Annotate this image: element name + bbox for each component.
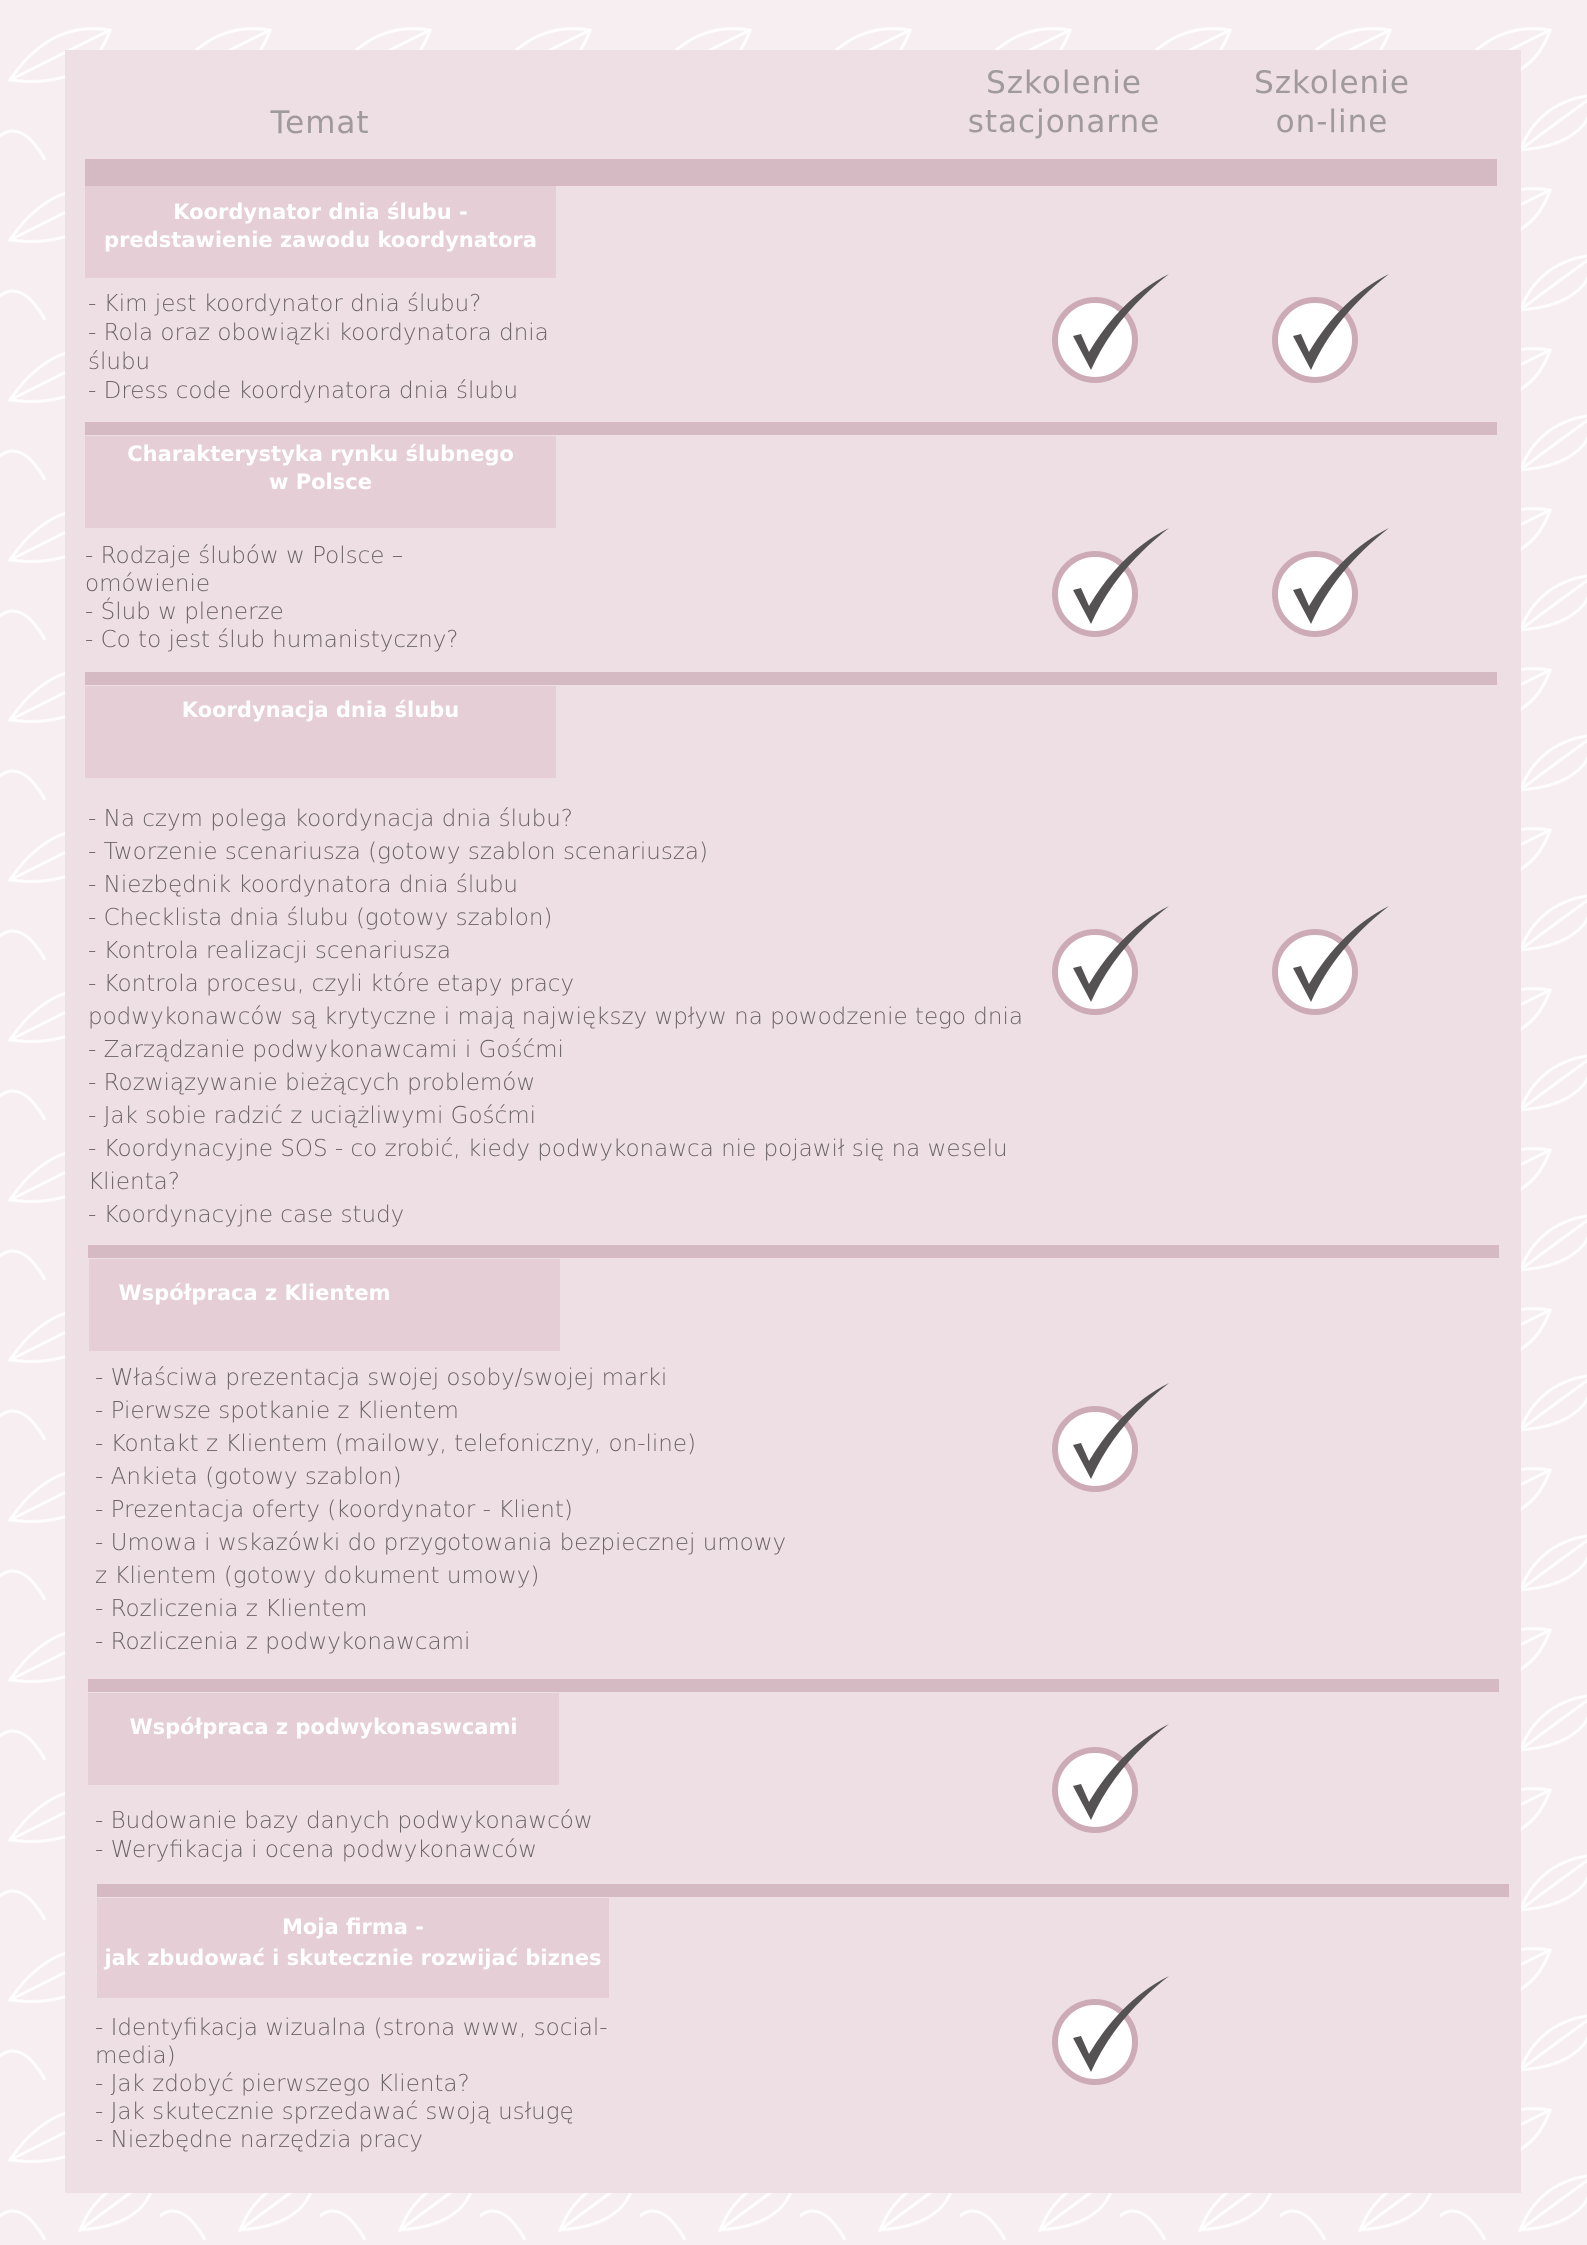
section-title-box: Koordynacja dnia ślubu — [85, 686, 556, 778]
list-item: - Jak skutecznie sprzedawać swoją usługę — [95, 2099, 574, 2125]
section-items-list — [88, 803, 1023, 1232]
check-icon-online — [1265, 522, 1395, 642]
list-item: - Na czym polega koordynacja dnia ślubu? — [88, 806, 574, 832]
check-icon-stationary — [1045, 522, 1175, 642]
check-icon-online — [1265, 268, 1395, 388]
list-item: - Identyfikacja wizualna (strona www, social- media) — [95, 2015, 608, 2069]
section-title-box: Moja firma - jak zbudować i skutecznie rozwijać biznes — [97, 1898, 609, 1998]
header-stationary-training: Szkolenie stacjonarne — [967, 65, 1161, 140]
check-icon-stationary — [1045, 268, 1175, 388]
list-item: - Dress code koordynatora dnia ślubu — [88, 378, 519, 404]
section-separator — [85, 672, 1497, 685]
section-title-box: Współpraca z podwykonaswcami — [88, 1693, 559, 1785]
list-item: - Koordynacyjne SOS - co zrobić, kiedy podwykonawca nie pojawił się na weselu Klienta? — [88, 1136, 1008, 1195]
section-title-box: Charakterystyka rynku ślubnego w Polsce — [85, 436, 556, 528]
section-items-list — [88, 290, 549, 406]
header-separator — [85, 159, 1497, 186]
list-item: - Właściwa prezentacja swojej osoby/swojej marki — [95, 1365, 668, 1391]
list-item: - Jak sobie radzić z uciążliwymi Gośćmi — [88, 1103, 536, 1129]
list-item: - Niezbędnik koordynatora dnia ślubu — [88, 872, 519, 898]
list-item: - Rozliczenia z podwykonawcami — [95, 1629, 471, 1655]
list-item: - Ankieta (gotowy szablon) — [95, 1464, 402, 1490]
check-icon-stationary — [1045, 1970, 1175, 2090]
list-item: - Rola oraz obowiązki koordynatora dnia ślubu — [88, 320, 549, 375]
list-item: - Rozliczenia z Klientem — [95, 1596, 368, 1622]
section-title-box: Koordynator dnia ślubu - predstawienie zawodu koordynatora — [85, 186, 556, 278]
list-item: - Koordynacyjne case study — [88, 1202, 405, 1228]
section-separator — [88, 1245, 1499, 1258]
section-separator — [85, 422, 1497, 435]
header-topic: Temat — [270, 105, 370, 141]
list-item: - Checklista dnia ślubu (gotowy szablon) — [88, 905, 553, 931]
section-separator — [97, 1884, 1509, 1897]
header-online-training: Szkolenie on-line — [1254, 65, 1410, 140]
check-icon-stationary — [1045, 1377, 1175, 1497]
list-item: - Kontrola realizacji scenariusza — [88, 938, 451, 964]
list-item: - Jak zdobyć pierwszego Klienta? — [95, 2071, 470, 2097]
list-item: - Prezentacja oferty (koordynator - Klient) — [95, 1497, 573, 1523]
section-items-list — [95, 1807, 593, 1865]
section-items-list — [85, 542, 459, 654]
list-item: - Co to jest ślub humanistyczny? — [85, 627, 459, 653]
list-item: - Kontakt z Klientem (mailowy, telefoniczny, on-line) — [95, 1431, 696, 1457]
list-item: - Ślub w plenerze — [85, 599, 284, 625]
list-item: - Kim jest koordynator dnia ślubu? — [88, 291, 482, 317]
list-item: - Kontrola procesu, czyli które etapy pracy podwykonawców są krytyczne i mają największy wpływ na powodzenie tego dnia — [88, 971, 1023, 1030]
check-icon-stationary — [1045, 1718, 1175, 1838]
list-item: - Pierwsze spotkanie z Klientem — [95, 1398, 459, 1424]
section-items-list — [95, 1362, 786, 1659]
list-item: - Rozwiązywanie bieżących problemów — [88, 1070, 536, 1096]
section-title-box: Współpraca z Klientem — [89, 1259, 560, 1351]
list-item: - Budowanie bazy danych podwykonawców — [95, 1808, 593, 1834]
section-separator — [88, 1679, 1499, 1692]
check-icon-stationary — [1045, 900, 1175, 1020]
list-item: - Niezbędne narzędzia pracy — [95, 2127, 424, 2153]
check-icon-online — [1265, 900, 1395, 1020]
list-item: - Umowa i wskazówki do przygotowania bezpiecznej umowy z Klientem (gotowy dokument umowy) — [95, 1530, 787, 1589]
list-item: - Rodzaje ślubów w Polsce – omówienie — [85, 543, 404, 597]
list-item: - Weryfikacja i ocena podwykonawców — [95, 1837, 537, 1863]
section-items-list — [95, 2014, 608, 2154]
list-item: - Zarządzanie podwykonawcami i Gośćmi — [88, 1037, 564, 1063]
list-item: - Tworzenie scenariusza (gotowy szablon scenariusza) — [88, 839, 708, 865]
